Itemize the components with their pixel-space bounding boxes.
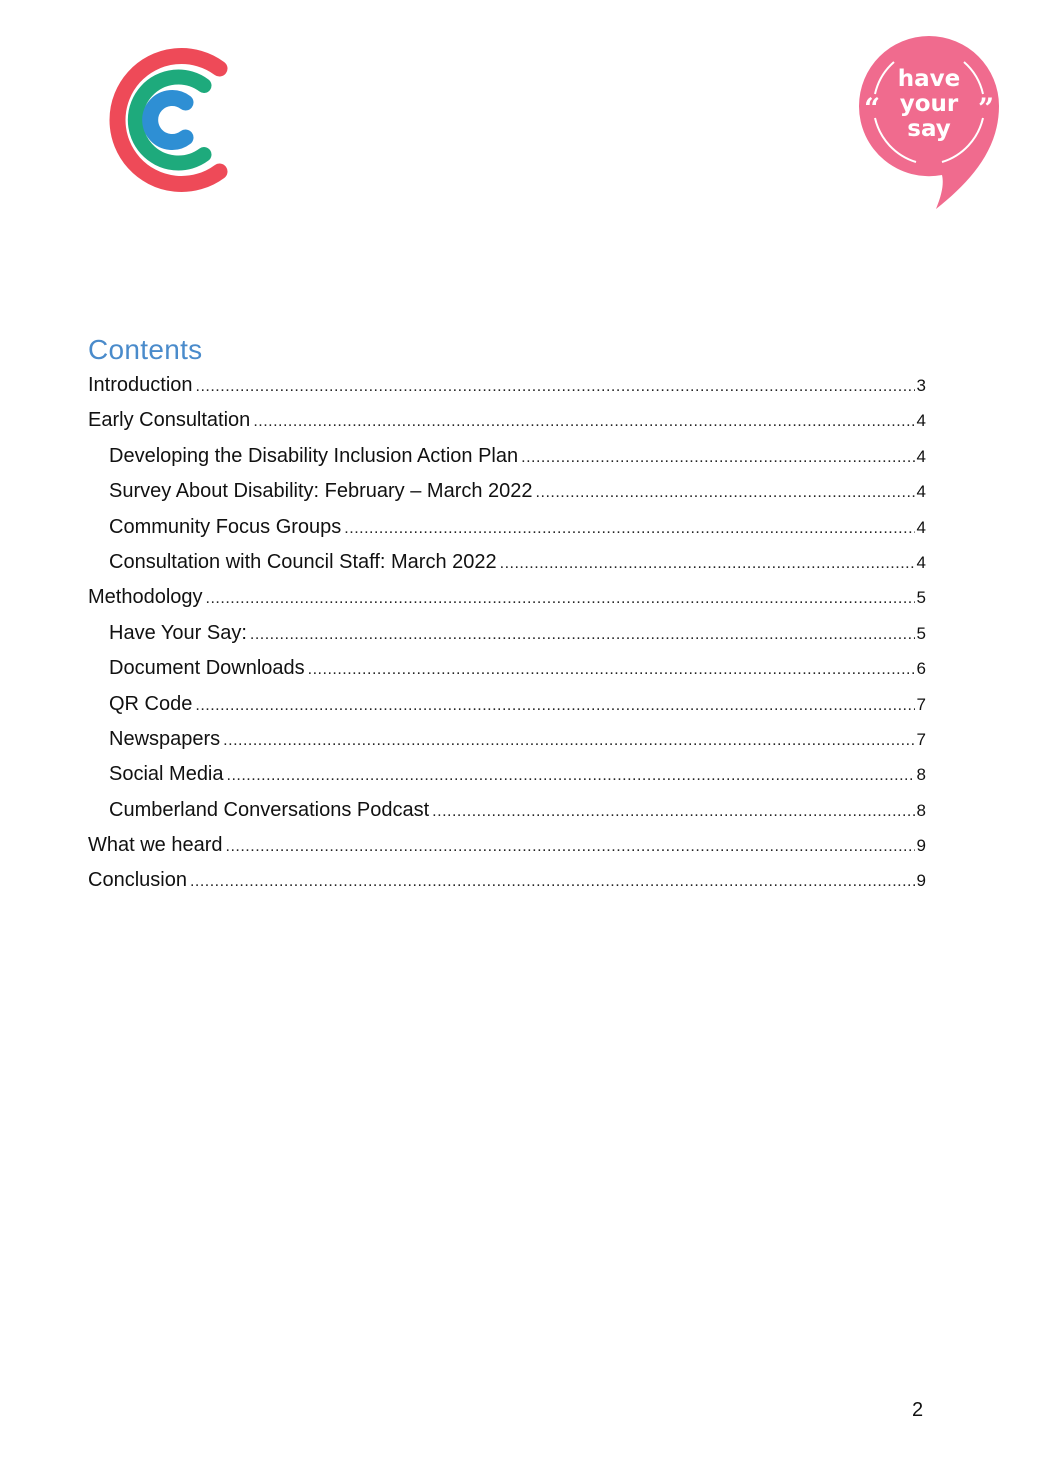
toc-entry-title: What we heard [88,834,223,857]
toc-entry[interactable] [88,687,926,722]
toc-entry-title: Have Your Say: [109,621,247,644]
toc-dot-leader [227,758,915,793]
toc-entry[interactable] [88,510,926,545]
toc-entry-title: Early Consultation [88,409,251,432]
have-your-say-logo [856,32,1002,212]
toc-entry-page: 4 [916,482,926,502]
toc-entry-page: 8 [916,800,926,820]
have-your-say-line-2: your [899,91,959,117]
toc-dot-leader [195,688,914,723]
toc-entry-page: 4 [916,446,926,466]
toc-entry-title: Methodology [88,586,203,609]
table-of-contents [88,368,926,899]
toc-dot-leader [250,617,915,652]
toc-dot-leader [190,864,915,899]
toc-entry-page: 7 [916,694,926,714]
toc-entry-title: Consultation with Council Staff: March 2022 [109,550,497,573]
toc-entry-page: 8 [916,765,926,785]
toc-entry-page: 6 [916,659,926,679]
toc-entry[interactable] [88,828,926,863]
toc-entry-page: 9 [916,836,926,856]
toc-entry[interactable] [88,580,926,615]
have-your-say-line-1: have [897,66,961,92]
toc-entry-title: Community Focus Groups [109,515,342,538]
toc-entry-title: Cumberland Conversations Podcast [109,798,430,821]
close-quote-icon: ” [977,92,995,125]
toc-entry-title: Social Media [109,763,224,786]
toc-entry-title: QR Code [109,692,193,715]
toc-dot-leader [500,546,915,581]
toc-entry[interactable] [88,793,926,828]
toc-entry-page: 3 [916,376,926,395]
toc-entry[interactable] [88,368,926,403]
toc-dot-leader [308,652,915,687]
toc-dot-leader [521,440,914,475]
cumberland-logo-icon [94,44,230,196]
toc-dot-leader [536,475,915,510]
toc-dot-leader [206,581,915,616]
toc-entry-title: Introduction [88,374,193,396]
toc-dot-leader [432,794,914,829]
toc-dot-leader [223,723,914,758]
toc-entry-page: 4 [916,411,926,431]
have-your-say-line-3: say [907,116,951,142]
toc-dot-leader [196,369,915,404]
toc-entry-page: 7 [916,729,926,749]
toc-entry-page: 4 [916,517,926,537]
toc-entry-page: 4 [916,552,926,572]
toc-entry-title: Developing the Disability Inclusion Action Plan [109,444,519,467]
toc-entry-title: Newspapers [109,727,221,750]
toc-entry-page: 5 [916,623,926,643]
toc-dot-leader [253,404,914,439]
toc-entry[interactable] [88,616,926,651]
contents-heading: Contents [88,334,203,365]
toc-entry[interactable] [88,403,926,438]
toc-entry-page: 9 [916,871,926,891]
open-quote-icon: “ [863,92,881,125]
toc-entry[interactable] [88,757,926,792]
toc-dot-leader [344,511,914,546]
toc-entry-title: Survey About Disability: February – March 2022 [109,480,533,503]
toc-entry-page: 5 [916,588,926,608]
toc-entry[interactable] [88,863,926,898]
toc-entry[interactable] [88,651,926,686]
toc-entry-title: Document Downloads [109,657,305,680]
toc-entry[interactable] [88,439,926,474]
toc-entry[interactable] [88,722,926,757]
page-number: 2 [912,1399,924,1421]
toc-dot-leader [226,829,915,864]
toc-entry-title: Conclusion [88,869,187,892]
toc-entry[interactable] [88,545,926,580]
toc-entry[interactable] [88,474,926,509]
